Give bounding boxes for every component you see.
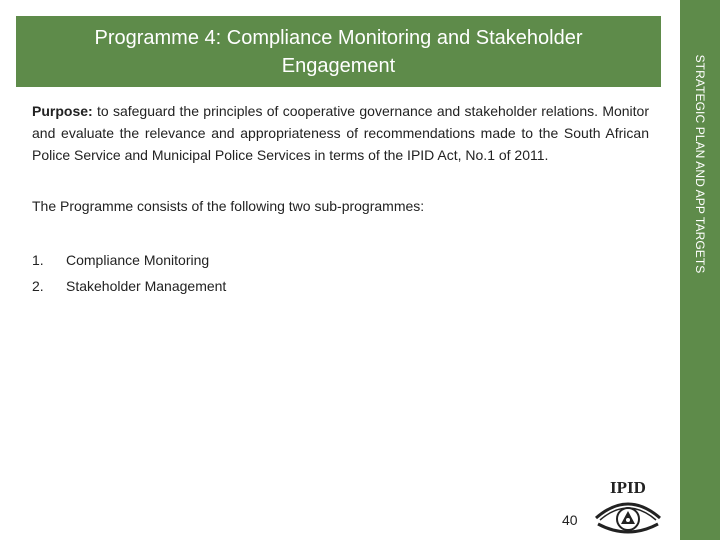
slide-content	[32, 100, 649, 299]
list-item	[32, 273, 649, 299]
purpose-paragraph	[32, 100, 649, 166]
sub-programme-list	[32, 247, 649, 299]
list-item-label: Compliance Monitoring	[66, 252, 210, 268]
list-item-number: 2.	[32, 278, 44, 294]
purpose-label: Purpose:	[32, 103, 93, 119]
side-label: STRATEGIC PLAN AND APP TARGETS	[693, 54, 707, 274]
list-item	[32, 247, 649, 273]
slide-title: Programme 4: Compliance Monitoring and Stakeholder Engagement	[94, 26, 583, 77]
purpose-text: to safeguard the principles of cooperative governance and stakeholder relations. Monitor and evaluate the relevance and appropriateness of recommendations made to the South African Police Service and Municipal Police Services in terms of the IPID Act, No.1 of 2011.	[32, 103, 649, 163]
ipid-logo	[588, 474, 668, 540]
programme-intro: The Programme consists of the following two sub-programmes:	[32, 198, 425, 214]
logo-text: IPID	[610, 478, 646, 497]
page-number: 40	[562, 512, 578, 528]
title-bar	[16, 16, 661, 87]
list-item-number: 1.	[32, 252, 44, 268]
list-item-label: Stakeholder Management	[66, 278, 227, 294]
